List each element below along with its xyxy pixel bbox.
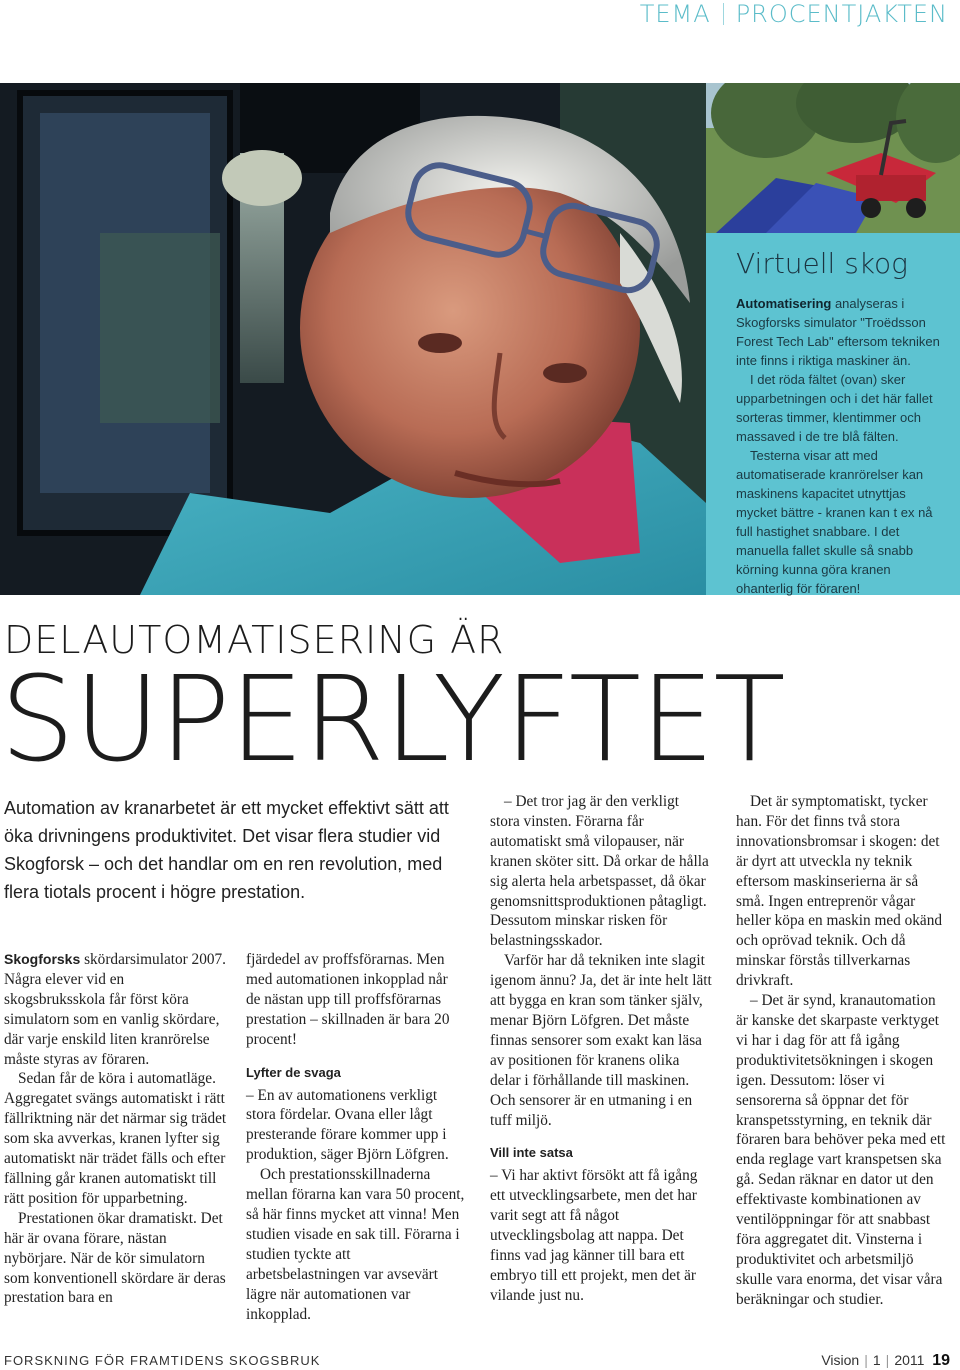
sidebar-box xyxy=(706,233,960,595)
header-topic: PROCENTJAKTEN xyxy=(735,0,948,28)
sidebar-title: Virtuell skog xyxy=(736,247,908,280)
article-column-3 xyxy=(490,792,712,1306)
sidebar-paragraph xyxy=(736,294,944,370)
body-paragraph: Det är symptomatiskt, tycker han. För det finns två stora innovationsbromsar i skogen: det är dyrt att utveckla ny teknik eftersom maskinserierna är så små. Ingen entreprenör vågar heller köpa en maskin med okänd och oprövad teknik. Och då minskar förstås tillverkarnas drivkraft. xyxy=(736,793,943,990)
forest-illustration xyxy=(706,83,960,233)
footer-divider: | xyxy=(885,1352,890,1368)
page-header xyxy=(640,0,948,32)
body-paragraph: Sedan får de köra i automatläge. Aggregatet svängs automatiskt i rätt fällriktning när det närmar sig trädet som ska avverkas, kranen lyfter sig automatiskt när trädet fälls och efter fällning går kranen automatiskt till rätt position för upparbetning. xyxy=(4,1070,227,1207)
footer-tagline: FORSKNING FÖR FRAMTIDENS SKOGSBRUK xyxy=(4,1353,321,1368)
article-column-4 xyxy=(736,792,950,1310)
body-paragraph: Varför har då tekniken inte slagit igenom ännu? Ja, det är inte helt lätt att bygga en kran som tänker själv, menar Björn Löfgren. Det måste finnas sensorer som exakt kan läsa av positionen för kranens olika delar i förhållande till maskinen. Och sensorer är en utmaning i en tuff miljö. xyxy=(490,952,712,1129)
footer-issue xyxy=(821,1352,950,1370)
article-column-2 xyxy=(246,950,466,1324)
body-paragraph: fjärdedel av proffsförarnas. Men med automationen inkopplad når de nästan upp till proffsförarnas prestation – skillnaden är bara 20 procent! xyxy=(246,951,450,1048)
body-paragraph xyxy=(4,950,228,1069)
sidebar-lead-word: Automatisering xyxy=(736,296,832,311)
body-text: skördarsimulator 2007. Några elever vid en skogsbruksskola får först köra simulatorn som en vanlig skördare, där varje enskild liten kranrörelse måste styras av föraren. xyxy=(4,951,226,1068)
body-paragraph: – En av automationens verkligt stora fördelar. Ovana eller lågt presterande förare kommer upp i produktion, säger Björn Löfgren. xyxy=(246,1086,449,1164)
article-kicker: DELAUTOMATISERING ÄR xyxy=(4,618,505,662)
header-divider xyxy=(723,3,724,25)
issue-year: 2011 xyxy=(894,1352,925,1368)
sidebar-text: analyseras i Skogforsks simulator "Troëdsson Forest Tech Lab" eftersom tekniken inte finns i riktiga maskiner än. xyxy=(736,296,940,368)
portrait-illustration xyxy=(0,83,706,595)
article-ingress: Automation av kranarbetet är ett mycket effektivt sätt att öka drivningens produktivitet. Det visar flera studier vid Skogforsk – och det handlar om en ren revolution, med flera tiotals procent i högre prestation. xyxy=(4,798,449,902)
issue-number: 1 xyxy=(872,1352,881,1368)
lead-word: Skogforsks xyxy=(4,951,81,967)
body-paragraph: – Det tror jag är den verkligt stora vinsten. Förarna får automatiskt små vilopauser, när kranen sköter sitt. Då orkar de hålla sig alerta hela arbetspasset, då ökar genomsnittsproduktionen påtagligt. Dessutom minskar risken för belastningsskador. xyxy=(490,793,709,950)
footer-divider: | xyxy=(864,1352,868,1368)
body-paragraph: Prestationen ökar dramatiskt. Det här är ovana förare, nästan nybörjare. När de kör simulatorn som konventionell skördare är deras prestation bara en xyxy=(4,1209,226,1307)
body-paragraph: Och prestationsskillnaderna mellan förarna kan vara 50 procent, så här finns mycket att vinna! Men studien visade en sak till. Förarna i studien tyckte att arbetsbelastningen var avsevärt lägre när automationen var inkopplad. xyxy=(246,1166,465,1323)
subheading: Lyfter de svaga xyxy=(246,1064,341,1080)
article-column-1 xyxy=(4,950,228,1308)
body-paragraph: – Det är synd, kranautomation är kanske det skarpaste verktyget vi har i dag för att få igång produktivitetsökningen i skogen igen. Dessutom: löser vi sensorerna så öppnar det för kranspetsstyrning, en teknik där föraren bara behöver peka med ett enda reglage vart kranspetsen ska gå. Sedan räknar en dator ut den effektivaste kombinationen av ventilöppningar för att snabbast föra aggregatet dit. Vinsterna i produktivitet och arbetsmiljö skulle vara enorma, det visar våra beräkningar och studier. xyxy=(736,992,946,1308)
forest-simulator-image xyxy=(706,83,960,233)
article-headline: SUPERLYFTET xyxy=(0,650,785,788)
subheading: Vill inte satsa xyxy=(490,1145,573,1161)
sidebar-paragraph: Testerna visar att med automatiserade kranrörelser kan maskinens kapacitet utnyttjas mycket bättre - kranen kan t ex nå full hastighet snabbare. I det manuella fallet skulle så snabb körning kunna göra kranen ohanterlig för föraren! xyxy=(736,448,933,596)
sidebar-paragraph: I det röda fältet (ovan) sker upparbetningen och i det här fallet sorteras timmer, klentimmer och massaved i de tre blå fälten. xyxy=(736,372,933,444)
page-number: 19 xyxy=(932,1352,950,1369)
body-paragraph: – Vi har aktivt försökt att få igång ett utvecklingsarbete, men det har varit segt att få något utvecklingsbolag att nappa. Det finns vad jag känner till bara ett embryo till ett projekt, men det är vilande just nu. xyxy=(490,1167,698,1304)
header-section: TEMA xyxy=(639,0,711,28)
hero-photo xyxy=(0,83,706,595)
magazine-name: Vision xyxy=(821,1352,860,1368)
